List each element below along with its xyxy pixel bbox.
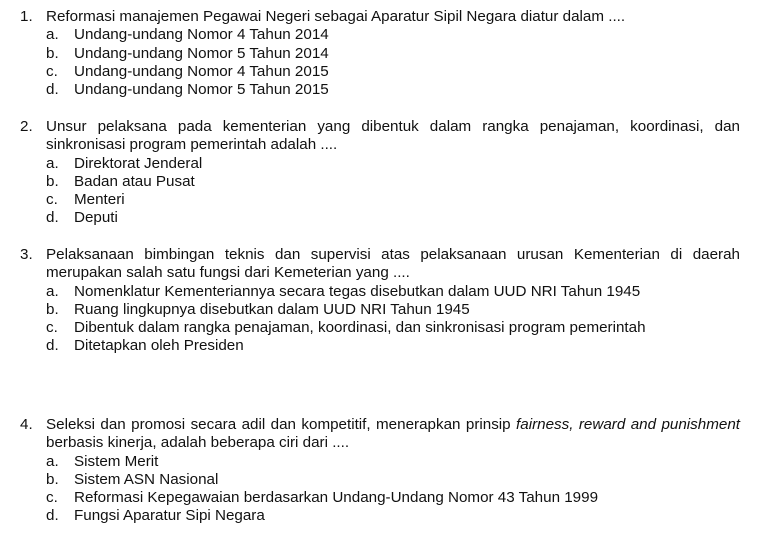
- option-a: [46, 155, 740, 173]
- option-text: Reformasi Kepegawaian berdasarkan Undang-Undang Nomor 43 Tahun 1999: [74, 489, 599, 507]
- question-text: Reformasi manajemen Pegawai Negeri sebagai Aparatur Sipil Negara diatur dalam ....: [46, 8, 626, 25]
- options-list: [46, 283, 740, 356]
- option-letter: b.: [46, 172, 59, 190]
- option-letter: b.: [46, 44, 59, 62]
- option-letter: a.: [46, 26, 59, 44]
- question-2: [0, 118, 740, 228]
- option-letter: a.: [46, 452, 59, 470]
- option-c: [46, 191, 740, 209]
- option-text: Undang-undang Nomor 4 Tahun 2014: [74, 26, 329, 44]
- option-text: Undang-undang Nomor 5 Tahun 2015: [74, 81, 329, 99]
- options-list: [46, 26, 740, 99]
- option-text: Direktorat Jenderal: [74, 154, 203, 172]
- option-b: [46, 471, 740, 489]
- option-a: [46, 283, 740, 301]
- question-1: [0, 8, 740, 99]
- question-text-part: Seleksi dan promosi secara adil dan kompetitif, menerapkan prinsip: [46, 416, 517, 433]
- question-4: [0, 416, 740, 526]
- question-text-italic: fairness, reward and punishment: [516, 416, 740, 433]
- options-list: [46, 155, 740, 228]
- option-letter: c.: [46, 489, 58, 507]
- question-text: Pelaksanaan bimbingan teknis dan supervisi atas pelaksanaan urusan Kementerian di daerah merupakan salah satu fungsi dari Kemeterian yang ....: [46, 246, 740, 282]
- question-number: 4.: [20, 416, 33, 433]
- option-text: Nomenklatur Kementeriannya secara tegas disebutkan dalam UUD NRI Tahun 1945: [74, 282, 641, 300]
- option-text: Ditetapkan oleh Presiden: [74, 337, 244, 355]
- question-number: 3.: [20, 246, 33, 263]
- option-c: [46, 319, 740, 337]
- option-letter: d.: [46, 81, 59, 99]
- option-text: Badan atau Pusat: [74, 172, 195, 190]
- question-number: 1.: [20, 8, 33, 25]
- option-letter: c.: [46, 62, 58, 80]
- option-text: Ruang lingkupnya disebutkan dalam UUD NRI Tahun 1945: [74, 300, 470, 318]
- question-text: [46, 416, 740, 453]
- option-b: [46, 301, 740, 319]
- option-letter: a.: [46, 154, 59, 172]
- question-number: 2.: [20, 118, 33, 135]
- option-d: [46, 81, 740, 99]
- option-letter: d.: [46, 507, 59, 525]
- option-letter: c.: [46, 319, 58, 337]
- option-c: [46, 489, 740, 507]
- option-a: [46, 26, 740, 44]
- option-letter: d.: [46, 209, 59, 227]
- question-text: Unsur pelaksana pada kementerian yang dibentuk dalam rangka penajaman, koordinasi, dan sinkronisasi program pemerintah adalah ....: [46, 118, 740, 154]
- option-letter: b.: [46, 470, 59, 488]
- option-a: [46, 453, 740, 471]
- option-text: Deputi: [74, 209, 118, 227]
- question-3: [0, 246, 740, 356]
- option-text: Menteri: [74, 191, 125, 209]
- option-letter: c.: [46, 191, 58, 209]
- option-text: Sistem Merit: [74, 452, 159, 470]
- option-text: Sistem ASN Nasional: [74, 470, 219, 488]
- option-text: Fungsi Aparatur Sipi Negara: [74, 507, 265, 525]
- option-d: [46, 507, 740, 525]
- option-c: [46, 63, 740, 81]
- option-text: Undang-undang Nomor 4 Tahun 2015: [74, 62, 329, 80]
- option-letter: a.: [46, 282, 59, 300]
- option-text: Dibentuk dalam rangka penajaman, koordinasi, dan sinkronisasi program pemerintah: [74, 319, 646, 337]
- option-text: Undang-undang Nomor 5 Tahun 2014: [74, 44, 329, 62]
- option-b: [46, 45, 740, 63]
- option-letter: b.: [46, 300, 59, 318]
- option-letter: d.: [46, 337, 59, 355]
- question-text-part: berbasis kinerja, adalah beberapa ciri dari ....: [46, 434, 350, 452]
- option-d: [46, 209, 740, 227]
- option-d: [46, 337, 740, 355]
- option-b: [46, 173, 740, 191]
- options-list: [46, 453, 740, 526]
